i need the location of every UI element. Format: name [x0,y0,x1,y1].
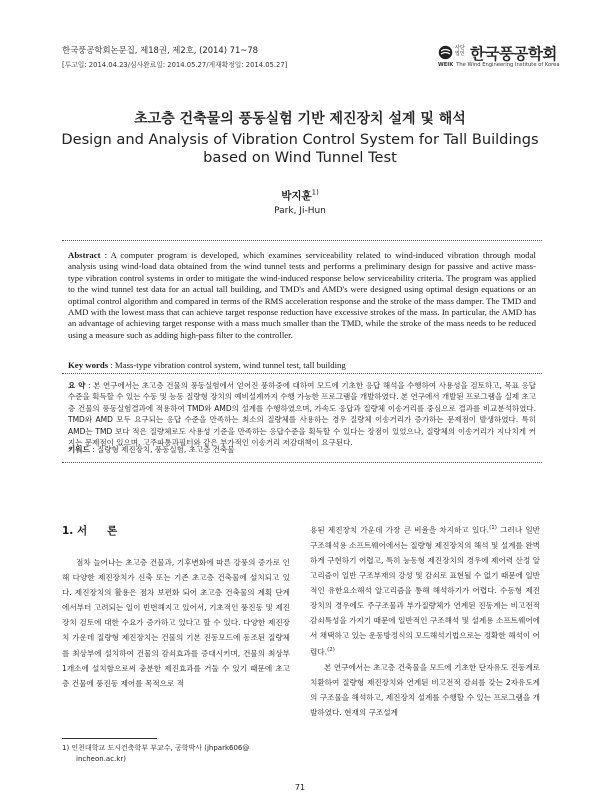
logo-name: 한국풍공학회 [470,45,557,63]
title-korean: 초고층 건축물의 풍동실험 기반 제진장치 설계 및 해석 [134,111,466,127]
citation-ref: (1) [489,525,497,531]
logo-english: WEIK The Wind Engineering Institute of Korea [438,62,560,68]
submission-dates: [투고일: 2014.04.23/심사완료일: 2014.05.27/게재확정일: 2014.05.27] [62,61,288,69]
summary-korean [68,380,536,448]
page-number: 71 [294,783,306,792]
author-korean: 박지훈$^{1)}$ [281,188,319,202]
summary-text: : 본 연구에서는 초고층 건물의 풍동실험에서 얻어진 풍하중에 대하여 모드에 기초한 응답 해석을 수행하여 사용성을 검토하고, 목표 응답수준을 획득할 수 있는 수동 및 능동 질량형 장치의 예비설계까지 수행 가능한 프로그램을 개발하였다. 본 연구에서 개발된 프로그램을 실제 초고층 건물의 풍동실험결과에 적용하여 TMD와 AMD의 설계를 수행하였으며, 가속도 응답과 질량체 이송거리를 중심으로 결과를 비교분석하였다. TMD와 AMD 모두 요구되는 응답 수준을 만족하는 최소의 질량체를 사용하는 경우 질량체 이송거리가 증가하는 문제점이 발생하였다. 특히 AMD는 TMD 보다 적은 질량체로도 사용성 기준을 만족하는 응답수준을 획득할 수 있다는 장점이 있었으나, 질량체의 이송거리가 지나치게 커지는 문제점이 있으며, 고주파통과필터와 같은 부가적인 이송거리 저감대책이 요구된다. [68,381,536,448]
abstract-text: : A computer program is developed, which examines serviceability related to wind-induced vibration through modal analysis using wind-load data obtained from the wind tunnel tests and performs a preliminary design for passive and active mass-type vibration control systems in order to mitigate the wind-induced response below serviceability criteria. The program was applied to the wind tunnel test data for an actual tall building, and TMD's and AMD's were designed using optimal design equations or an optimal control algorithm and compared in terms of the RMS acceleration response and the stroke of the mass damper. The TMD and AMD with the lowest mass that can achieve target response reduction have excessive strokes of the mass. In particular, the AMD has an advantage of achieving target response with a mass much smaller than the TMD, while the stroke of the mass needs to be reduced using a measure such as adding high-pass filter to the controller. [68,250,536,340]
summary-label: 요 약 [68,381,86,390]
right-paragraph-1: 용된 제진장치 가운데 가장 큰 비율을 차지하고 있다.$^{(1)}$ 그러나 일반 구조해석용 소프트웨어에서는 질량형 제진장치의 해석 및 설계를 완벽하게 구현하기 어렵고, 특히 능동형 제진장치의 경우에 제어력 산정 알고리즘이 일반 구조부재의 강성 및 감쇠로 표현될 수 없기 때문에 일반적인 유한요소해석 알고리즘을 통해 해석하기가 어렵다. 수동형 제진장치의 경우에도 주구조물과 부가질량체가 연계된 진동계는 비고전적 감쇠특성을 가지기 때문에 일반적인 구조해석 및 설계용 소프트웨어에서 채택하고 있는 운동방정식의 모드해석기법으로는 정확한 해석이 어렵다.$^{(2)}$ [310,525,540,657]
keywords-label: Key words [68,360,109,370]
footnote [62,743,290,765]
logo-small-text: 사단법인 [455,45,465,57]
wind-logo-icon [438,45,453,60]
keywords-korean [68,444,536,455]
keywords-text: : Mass-type vibration control system, wind tunnel test, tall building [108,360,346,370]
society-logo [438,43,560,73]
body-left-column: 점차 늘어나는 초고층 건물과, 기후변화에 따른 강풍의 증가로 인해 다양한 제진장치가 신축 또는 기존 초고층 건축물에 설치되고 있다. 제진장치의 활용은 점차 보편화 되어 초고층 건축물의 계획 단계에서부터 고려되는 일이 빈번해지고 있어서, 기초적인 풍진동 및 제진장치 검토에 대한 수요가 증가하고 있다고 할 수 있다. 다양한 제진장치 가운데 질량형 제진장치는 건물의 기본 진동모드에 동조된 질량체를 최상부에 설치하여 건물의 감쇠효과를 증대시키며, 건물의 최상부 1개소에 설치함으로써 충분한 제진효과를 거둘 수 있기 때문에 초고층 건물에 풍진동 제어를 목적으로 적 [62,558,290,688]
section-heading: 1. 서 론 [62,525,118,537]
divider-bottom [62,462,542,463]
footnote-rule [62,738,157,739]
body-right-column [310,521,540,720]
author-footnote-mark: 1) [311,188,319,197]
divider-top [62,240,542,241]
author-english: Park, Ji-Hun [274,206,326,216]
abstract-label: Abstract [68,250,101,260]
divider-middle [62,373,542,374]
right-paragraph-2: 본 연구에서는 초고층 건축물을 모드에 기초한 단자유도 진동계로 치환하여 질량형 제진장치와 연계된 비고전적 감쇠를 갖는 2자유도계의 구조물을 해석하고, 제진장치 설계를 수행할 수 있는 프로그램을 개발하였다. 현재의 구조설계 [310,662,540,718]
footnote-line-2: incheon.ac.kr) [76,755,126,763]
journal-header [62,44,287,69]
abstract [68,250,536,341]
journal-citation: 한국풍공학회논문집, 제18권, 제2호, (2014) 71~78 [62,45,258,55]
keywords-korean-label: 키워드 [68,445,90,454]
citation-ref: (2) [327,647,335,654]
keywords-korean-text: : 질량형 제진장치, 풍동실험, 초고층 건축물 [89,445,235,454]
footnote-line-1: 1) 인천대학교 도시건축학부 부교수, 공학박사 (jhpark606@ [62,744,250,752]
title-english: Design and Analysis of Vibration Control System for Tall Buildings based on Wind Tunnel Test [61,131,539,166]
keywords [68,360,536,370]
